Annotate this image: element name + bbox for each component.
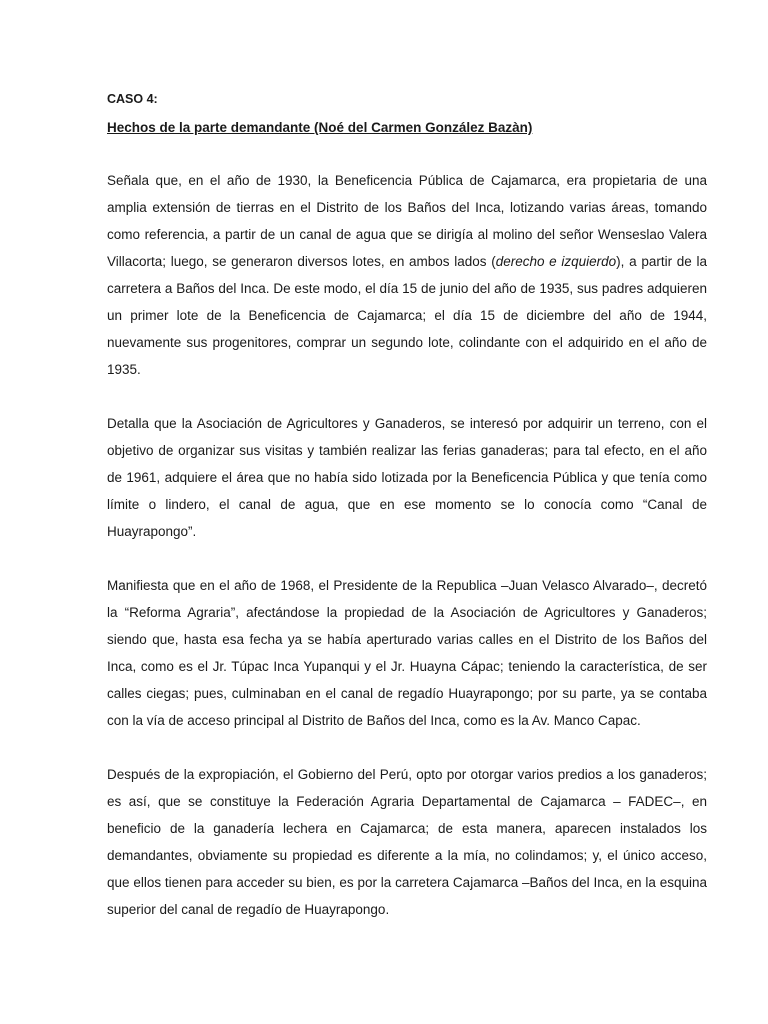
- paragraph-1-italic: derecho e izquierdo: [495, 254, 617, 269]
- paragraph-1-text-b: ), a partir de la carretera a Baños del Inca. De este modo, el día 15 de junio del año de 1935, sus padres adquieren un primer lote de la Beneficencia de Cajamarca; el día 15 de diciembre del año de 1944, nuevamente sus progenitores, comprar un segundo lote, colindante con el adquirido en el año de 1935.: [107, 254, 707, 377]
- paragraph-2: Detalla que la Asociación de Agricultores y Ganaderos, se interesó por adquirir un terreno, con el objetivo de organizar sus visitas y también realizar las ferias ganaderas; para tal efecto, en el año de 1961, adquiere el área que no había sido lotizada por la Beneficencia Pública y que tenía como límite o lindero, el canal de agua, que en ese momento se lo conocía como “Canal de Huayrapongo”.: [107, 416, 707, 539]
- paragraph-1: [107, 167, 707, 383]
- paragraph-3: Manifiesta que en el año de 1968, el Presidente de la Republica –Juan Velasco Alvarado–, decretó la “Reforma Agraria”, afectándose la propiedad de la Asociación de Agricultores y Ganaderos; siendo que, hasta esa fecha ya se había aperturado varias calles en el Distrito de los Baños del Inca, como es el Jr. Túpac Inca Yupanqui y el Jr. Huayna Cápac; teniendo la característica, de ser calles ciegas; pues, culminaban en el canal de regadío Huayrapongo; por su parte, ya se contaba con la vía de acceso principal al Distrito de Baños del Inca, como es la Av. Manco Capac.: [107, 578, 707, 728]
- paragraph-1-text-a: Señala que, en el año de 1930, la Beneficencia Pública de Cajamarca, era propietaria de una amplia extensión de tierras en el Distrito de los Baños del Inca, lotizando varias áreas, tomando como referencia, a partir de un canal de agua que se dirigía al molino del señor Wenseslao Valera Villacorta; luego, se generaron diversos lotes, en ambos lados (: [107, 173, 707, 269]
- section-heading: Hechos de la parte demandante (Noé del Carmen González Bazàn): [107, 120, 533, 135]
- case-title: CASO 4:: [107, 92, 158, 106]
- paragraph-4: Después de la expropiación, el Gobierno del Perú, opto por otorgar varios predios a los ganaderos; es así, que se constituye la Federación Agraria Departamental de Cajamarca – FADEC–, en beneficio de la ganadería lechera en Cajamarca; de esta manera, aparecen instalados los demandantes, obviamente su propiedad es diferente a la mía, no colindamos; y, el único acceso, que ellos tienen para acceder su bien, es por la carretera Cajamarca –Baños del Inca, en la esquina superior del canal de regadío de Huayrapongo.: [107, 767, 707, 917]
- document-body: [107, 90, 707, 923]
